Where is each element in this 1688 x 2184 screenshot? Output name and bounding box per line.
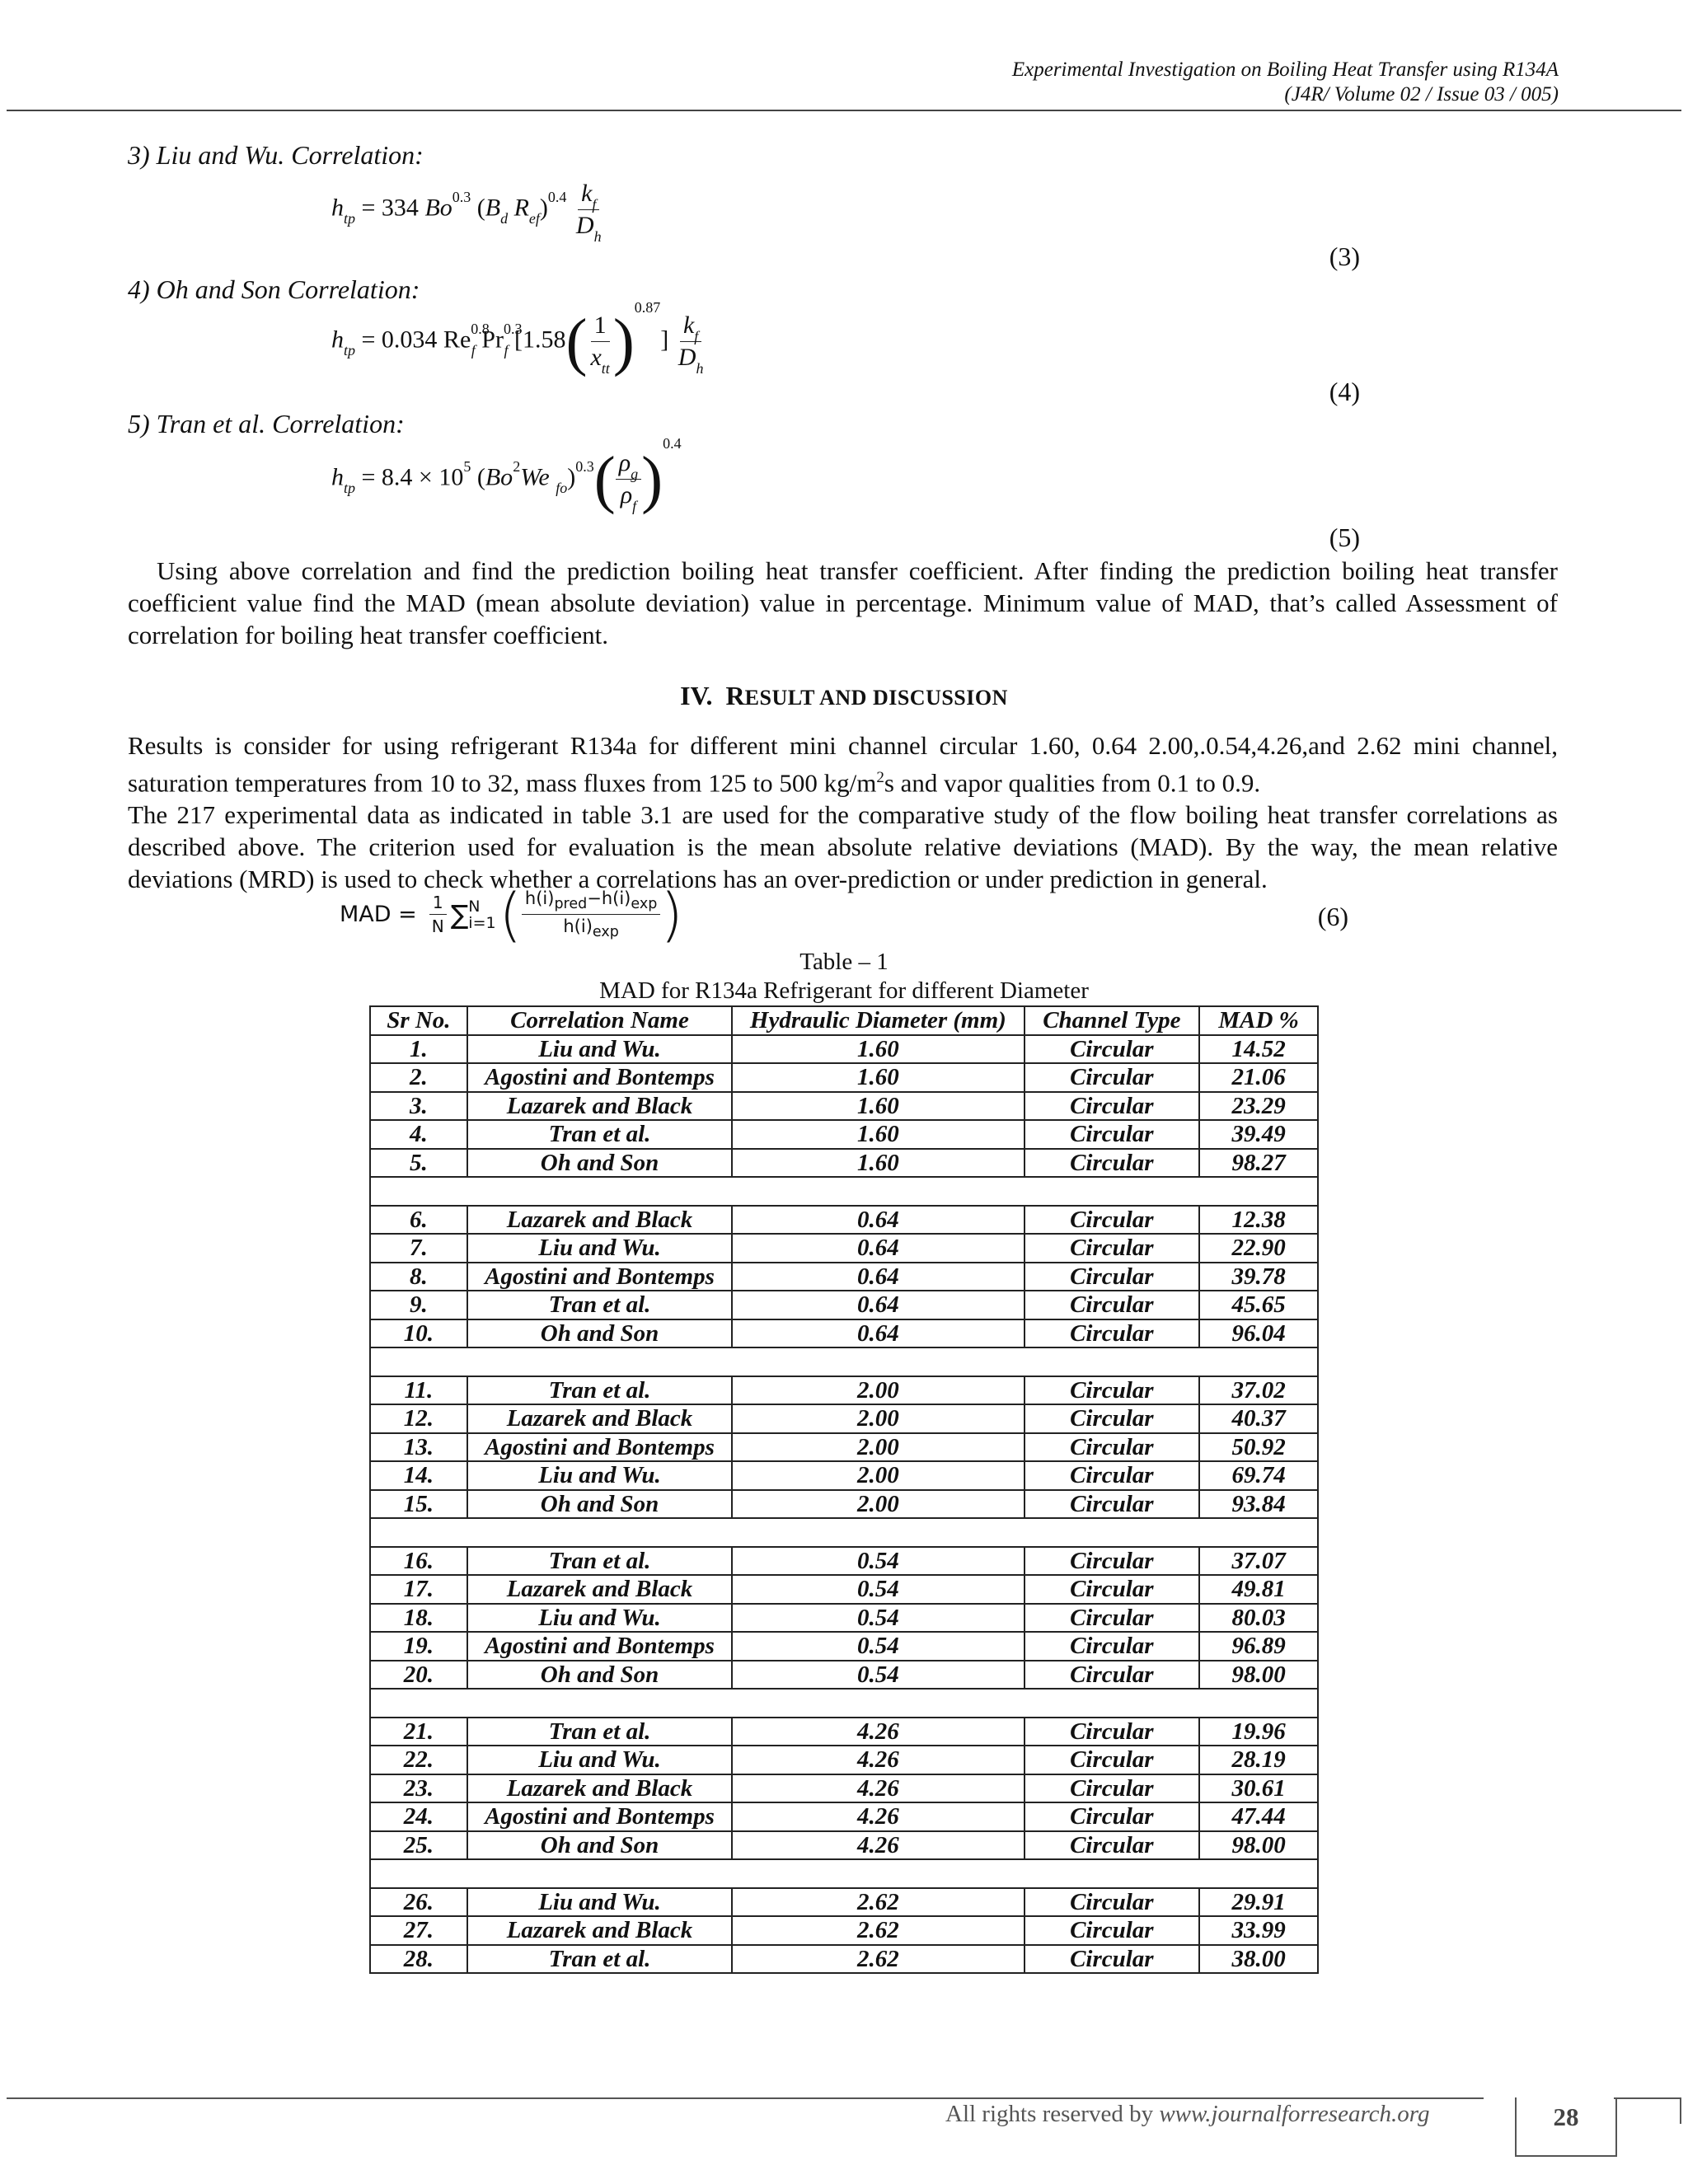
cell-sr-no: 20. xyxy=(370,1661,467,1690)
cell-sr-no: 13. xyxy=(370,1433,467,1462)
eq5-right-paren: ) xyxy=(641,443,663,515)
cell-correlation-name: Oh and Son xyxy=(467,1149,732,1178)
section-number: IV. xyxy=(680,681,713,710)
mad-table xyxy=(369,1005,1319,1974)
cell-correlation-name: Oh and Son xyxy=(467,1661,732,1690)
cell-sr-no: 22. xyxy=(370,1746,467,1774)
cell-hydraulic-diameter: 2.00 xyxy=(732,1461,1024,1490)
eq3-num-sub: f xyxy=(592,196,597,213)
cell-mad-percent: 21.06 xyxy=(1199,1063,1318,1092)
header-hydraulic-diameter: Hydraulic Diameter (mm) xyxy=(732,1006,1024,1035)
eq6-num-sub-pred: pred xyxy=(554,896,588,913)
eq6-sigma: ∑ xyxy=(450,898,469,930)
table-caption-title: MAD for R134a Refrigerant for different Diameter xyxy=(599,977,1089,1004)
table-header-row xyxy=(370,1006,1318,1035)
cell-channel-type: Circular xyxy=(1025,1319,1200,1348)
eq3-exp1: 0.3 xyxy=(452,189,471,206)
table-row xyxy=(370,1035,1318,1064)
eq3-num: k xyxy=(581,180,593,207)
eq6-one-over-n xyxy=(429,893,448,936)
equation-number-6: (6) xyxy=(1317,902,1348,931)
cell-channel-type: Circular xyxy=(1025,1547,1200,1576)
cell-correlation-name: Agostini and Bontemps xyxy=(467,1632,732,1661)
cell-mad-percent: 50.92 xyxy=(1199,1433,1318,1462)
table-row xyxy=(370,1945,1318,1974)
equation-number-4: (4) xyxy=(1329,377,1360,406)
cell-channel-type: Circular xyxy=(1025,1063,1200,1092)
eq4-pr: Pr xyxy=(481,326,504,354)
assessment-text: Using above correlation and find the prediction boiling heat transfer coefficient. After finding the prediction boiling heat transfer coefficient value find the MAD (mean absolute deviation) value in percentage. Minimum value of MAD, that’s called Assessment of correlation for boiling heat transfer coefficient. xyxy=(128,556,1558,649)
eq4-close: ] xyxy=(660,326,669,354)
footer-rule-right xyxy=(1614,2097,1681,2099)
footer-site: www.journalforresearch.org xyxy=(1159,2101,1430,2127)
equation-5 xyxy=(331,435,682,515)
eq6-minus: −h(i) xyxy=(587,888,631,908)
eq5-we-sub: fo xyxy=(556,480,568,497)
table-row xyxy=(370,1063,1318,1092)
cell-sr-no: 5. xyxy=(370,1149,467,1178)
cell-hydraulic-diameter: 4.26 xyxy=(732,1831,1024,1860)
eq5-fraction xyxy=(616,449,641,514)
eq4-one: 1 xyxy=(591,312,610,342)
cell-correlation-name: Liu and Wu. xyxy=(467,1234,732,1263)
eq3-lhs: h xyxy=(331,194,344,222)
cell-channel-type: Circular xyxy=(1025,1461,1200,1490)
cell-hydraulic-diameter: 1.60 xyxy=(732,1120,1024,1149)
cell-channel-type: Circular xyxy=(1025,1263,1200,1291)
header-correlation-name: Correlation Name xyxy=(467,1006,732,1035)
header-rule xyxy=(7,110,1681,111)
cell-hydraulic-diameter: 4.26 xyxy=(732,1746,1024,1774)
cell-mad-percent: 45.65 xyxy=(1199,1291,1318,1319)
cell-sr-no: 9. xyxy=(370,1291,467,1319)
cell-mad-percent: 39.78 xyxy=(1199,1263,1318,1291)
table-row xyxy=(370,1718,1318,1746)
running-header xyxy=(1012,58,1559,107)
footer-prefix: All rights reserved by xyxy=(945,2101,1160,2127)
cell-channel-type: Circular xyxy=(1025,1092,1200,1121)
correlation-heading-4: 4) Oh and Son Correlation: xyxy=(128,274,420,304)
cell-mad-percent: 80.03 xyxy=(1199,1604,1318,1633)
eq4-fraction-outer xyxy=(675,312,707,377)
cell-hydraulic-diameter: 4.26 xyxy=(732,1774,1024,1803)
separator-cell xyxy=(370,1859,1318,1888)
table-row xyxy=(370,1234,1318,1263)
header-mad-percent: MAD % xyxy=(1199,1006,1318,1035)
eq4-x: x xyxy=(590,344,602,371)
header-title: Experimental Investigation on Boiling Heat Transfer using R134A xyxy=(1011,59,1559,81)
cell-channel-type: Circular xyxy=(1025,1575,1200,1604)
table-row xyxy=(370,1263,1318,1291)
cell-mad-percent: 47.44 xyxy=(1199,1802,1318,1831)
table-row xyxy=(370,1802,1318,1831)
table-group-separator xyxy=(370,1859,1318,1888)
cell-hydraulic-diameter: 2.00 xyxy=(732,1404,1024,1433)
cell-sr-no: 12. xyxy=(370,1404,467,1433)
table-group-separator xyxy=(370,1177,1318,1206)
eq6-den: h(i) xyxy=(563,916,593,937)
cell-channel-type: Circular xyxy=(1025,1802,1200,1831)
table-group-separator xyxy=(370,1689,1318,1718)
eq5-eq: = 8.4 × 10 xyxy=(361,463,464,491)
cell-channel-type: Circular xyxy=(1025,1888,1200,1917)
separator-cell xyxy=(370,1347,1318,1376)
cell-mad-percent: 38.00 xyxy=(1199,1945,1318,1974)
eq6-one: 1 xyxy=(429,893,447,915)
cell-sr-no: 24. xyxy=(370,1802,467,1831)
table-row xyxy=(370,1831,1318,1860)
table-body xyxy=(370,1035,1318,1974)
cell-channel-type: Circular xyxy=(1025,1234,1200,1263)
cell-sr-no: 15. xyxy=(370,1490,467,1519)
separator-cell xyxy=(370,1177,1318,1206)
section-title-rest: ESULT AND DISCUSSION xyxy=(744,686,1008,710)
eq4-bracket: [1.58 xyxy=(513,326,566,354)
cell-mad-percent: 37.07 xyxy=(1199,1547,1318,1576)
table-row xyxy=(370,1490,1318,1519)
cell-channel-type: Circular xyxy=(1025,1376,1200,1405)
eq3-r: R xyxy=(513,194,529,222)
cell-correlation-name: Tran et al. xyxy=(467,1120,732,1149)
cell-correlation-name: Lazarek and Black xyxy=(467,1404,732,1433)
cell-channel-type: Circular xyxy=(1025,1604,1200,1633)
eq4-lhs: h xyxy=(331,326,344,354)
eq4-re-sup: 0.8 xyxy=(471,321,490,338)
cell-mad-percent: 29.91 xyxy=(1199,1888,1318,1917)
cell-sr-no: 10. xyxy=(370,1319,467,1348)
cell-hydraulic-diameter: 0.54 xyxy=(732,1575,1024,1604)
cell-sr-no: 17. xyxy=(370,1575,467,1604)
table-row xyxy=(370,1661,1318,1690)
table-row xyxy=(370,1404,1318,1433)
section-title-initial: R xyxy=(725,681,745,710)
table-row xyxy=(370,1604,1318,1633)
cell-mad-percent: 96.04 xyxy=(1199,1319,1318,1348)
equation-number-5: (5) xyxy=(1329,523,1360,552)
cell-sr-no: 14. xyxy=(370,1461,467,1490)
table-row xyxy=(370,1461,1318,1490)
cell-mad-percent: 39.49 xyxy=(1199,1120,1318,1149)
eq5-open: ( xyxy=(471,463,485,491)
eq3-den: D xyxy=(575,212,594,239)
eq3-close: ) xyxy=(539,194,548,222)
eq5-ten-sup: 5 xyxy=(463,458,471,476)
cell-sr-no: 2. xyxy=(370,1063,467,1092)
eq3-fraction xyxy=(573,180,605,245)
cell-correlation-name: Liu and Wu. xyxy=(467,1461,732,1490)
cell-hydraulic-diameter: 2.00 xyxy=(732,1376,1024,1405)
cell-sr-no: 25. xyxy=(370,1831,467,1860)
eq6-fraction xyxy=(522,888,660,940)
eq5-exp2: 0.4 xyxy=(663,435,682,452)
cell-sr-no: 23. xyxy=(370,1774,467,1803)
table-row xyxy=(370,1092,1318,1121)
cell-hydraulic-diameter: 0.54 xyxy=(732,1661,1024,1690)
eq4-x-sub: tt xyxy=(601,360,610,377)
separator-cell xyxy=(370,1689,1318,1718)
eq6-n: N xyxy=(431,916,444,937)
table-row xyxy=(370,1319,1318,1348)
cell-mad-percent: 98.27 xyxy=(1199,1149,1318,1178)
cell-channel-type: Circular xyxy=(1025,1404,1200,1433)
eq3-eq: = 334 xyxy=(361,194,425,222)
cell-hydraulic-diameter: 2.62 xyxy=(732,1888,1024,1917)
cell-hydraulic-diameter: 1.60 xyxy=(732,1092,1024,1121)
cell-channel-type: Circular xyxy=(1025,1632,1200,1661)
cell-hydraulic-diameter: 4.26 xyxy=(732,1802,1024,1831)
cell-sr-no: 7. xyxy=(370,1234,467,1263)
table-caption-number: Table – 1 xyxy=(799,949,889,975)
cell-correlation-name: Agostini and Bontemps xyxy=(467,1802,732,1831)
eq6-sigma-bottom: i=1 xyxy=(468,913,496,932)
cell-correlation-name: Liu and Wu. xyxy=(467,1888,732,1917)
cell-sr-no: 18. xyxy=(370,1604,467,1633)
cell-hydraulic-diameter: 4.26 xyxy=(732,1718,1024,1746)
table-row xyxy=(370,1291,1318,1319)
table-row xyxy=(370,1120,1318,1149)
correlation-heading-5: 5) Tran et al. Correlation: xyxy=(128,409,405,438)
eq6-right-paren: ) xyxy=(660,880,683,949)
eq5-den-sub: f xyxy=(632,498,637,514)
eq3-bo: Bo xyxy=(424,194,452,222)
cell-channel-type: Circular xyxy=(1025,1718,1200,1746)
cell-channel-type: Circular xyxy=(1025,1206,1200,1235)
eq5-exp1: 0.3 xyxy=(575,458,594,476)
eq3-den-sub: h xyxy=(593,228,602,245)
eq4-right-paren: ) xyxy=(612,305,635,377)
cell-mad-percent: 23.29 xyxy=(1199,1092,1318,1121)
cell-hydraulic-diameter: 2.62 xyxy=(732,1916,1024,1945)
equation-3 xyxy=(331,180,605,245)
cell-hydraulic-diameter: 0.64 xyxy=(732,1234,1024,1263)
eq4-den-sub: h xyxy=(696,360,704,377)
cell-correlation-name: Tran et al. xyxy=(467,1376,732,1405)
cell-mad-percent: 98.00 xyxy=(1199,1831,1318,1860)
cell-mad-percent: 30.61 xyxy=(1199,1774,1318,1803)
table-row xyxy=(370,1632,1318,1661)
cell-correlation-name: Liu and Wu. xyxy=(467,1746,732,1774)
eq5-num: ρ xyxy=(618,449,631,476)
eq6-num-sub-exp: exp xyxy=(631,896,658,913)
cell-hydraulic-diameter: 2.62 xyxy=(732,1945,1024,1974)
eq3-b-sub: d xyxy=(500,210,509,227)
eq5-lhs-sub: tp xyxy=(344,480,356,497)
cell-channel-type: Circular xyxy=(1025,1746,1200,1774)
cell-correlation-name: Tran et al. xyxy=(467,1945,732,1974)
cell-correlation-name: Lazarek and Black xyxy=(467,1206,732,1235)
cell-sr-no: 21. xyxy=(370,1718,467,1746)
eq4-re-sub: f xyxy=(471,342,476,359)
eq4-num-sub: f xyxy=(694,328,699,344)
cell-sr-no: 26. xyxy=(370,1888,467,1917)
cell-hydraulic-diameter: 0.54 xyxy=(732,1547,1024,1576)
eq4-num: k xyxy=(682,312,695,339)
cell-channel-type: Circular xyxy=(1025,1120,1200,1149)
cell-channel-type: Circular xyxy=(1025,1661,1200,1690)
cell-sr-no: 19. xyxy=(370,1632,467,1661)
page-number: 28 xyxy=(1553,2102,1579,2131)
header-subtitle: (J4R/ Volume 02 / Issue 03 / 005) xyxy=(1284,83,1559,105)
cell-mad-percent: 37.02 xyxy=(1199,1376,1318,1405)
header-sr-no: Sr No. xyxy=(370,1006,467,1035)
cell-correlation-name: Agostini and Bontemps xyxy=(467,1063,732,1092)
eq6-lhs: MAD = xyxy=(340,902,417,928)
cell-correlation-name: Agostini and Bontemps xyxy=(467,1433,732,1462)
equation-number-3: (3) xyxy=(1329,241,1360,271)
cell-correlation-name: Lazarek and Black xyxy=(467,1575,732,1604)
cell-sr-no: 27. xyxy=(370,1916,467,1945)
cell-mad-percent: 69.74 xyxy=(1199,1461,1318,1490)
cell-sr-no: 3. xyxy=(370,1092,467,1121)
cell-channel-type: Circular xyxy=(1025,1774,1200,1803)
cell-channel-type: Circular xyxy=(1025,1433,1200,1462)
equation-4 xyxy=(331,299,706,377)
footer-rule-tick xyxy=(1680,2097,1681,2124)
cell-channel-type: Circular xyxy=(1025,1916,1200,1945)
table-row xyxy=(370,1575,1318,1604)
eq3-open: ( xyxy=(476,194,485,222)
cell-channel-type: Circular xyxy=(1025,1831,1200,1860)
cell-correlation-name: Liu and Wu. xyxy=(467,1035,732,1064)
eq4-exp: 0.87 xyxy=(634,299,661,316)
eq4-fraction-inner xyxy=(587,312,612,377)
cell-mad-percent: 49.81 xyxy=(1199,1575,1318,1604)
eq6-sigma-limits xyxy=(468,898,495,931)
table-row xyxy=(370,1746,1318,1774)
footer-rule xyxy=(7,2097,1484,2099)
cell-correlation-name: Tran et al. xyxy=(467,1718,732,1746)
eq4-lhs-sub: tp xyxy=(344,342,356,359)
results-text-2: s and vapor qualities from 0.1 to 0.9. xyxy=(884,768,1261,798)
cell-mad-percent: 40.37 xyxy=(1199,1404,1318,1433)
cell-hydraulic-diameter: 0.54 xyxy=(732,1604,1024,1633)
eq4-eq: = 0.034 Re xyxy=(361,326,471,354)
separator-cell xyxy=(370,1518,1318,1547)
table-row xyxy=(370,1376,1318,1405)
cell-correlation-name: Liu and Wu. xyxy=(467,1604,732,1633)
cell-correlation-name: Lazarek and Black xyxy=(467,1092,732,1121)
cell-correlation-name: Lazarek and Black xyxy=(467,1916,732,1945)
table-row xyxy=(370,1433,1318,1462)
eq6-left-paren: ( xyxy=(499,880,522,949)
table-row xyxy=(370,1206,1318,1235)
table-group-separator xyxy=(370,1347,1318,1376)
assessment-paragraph xyxy=(128,555,1558,651)
cell-correlation-name: Tran et al. xyxy=(467,1547,732,1576)
results-superscript: 2 xyxy=(876,769,884,786)
eq5-lhs: h xyxy=(331,463,344,491)
eq3-r-sub: ef xyxy=(528,210,540,227)
section-heading-result xyxy=(0,681,1688,711)
footer-copyright xyxy=(945,2101,1430,2128)
cell-sr-no: 28. xyxy=(370,1945,467,1974)
eq5-close: ) xyxy=(567,463,576,491)
eq5-num-sub: g xyxy=(631,466,639,482)
table-row xyxy=(370,1916,1318,1945)
cell-correlation-name: Oh and Son xyxy=(467,1490,732,1519)
cell-sr-no: 8. xyxy=(370,1263,467,1291)
cell-channel-type: Circular xyxy=(1025,1945,1200,1974)
cell-sr-no: 11. xyxy=(370,1376,467,1405)
cell-mad-percent: 28.19 xyxy=(1199,1746,1318,1774)
cell-mad-percent: 19.96 xyxy=(1199,1718,1318,1746)
cell-mad-percent: 96.89 xyxy=(1199,1632,1318,1661)
cell-mad-percent: 33.99 xyxy=(1199,1916,1318,1945)
eq3-exp2: 0.4 xyxy=(547,189,567,206)
cell-correlation-name: Lazarek and Black xyxy=(467,1774,732,1803)
eq3-lhs-sub: tp xyxy=(344,210,356,227)
table-row xyxy=(370,1149,1318,1178)
cell-mad-percent: 22.90 xyxy=(1199,1234,1318,1263)
cell-sr-no: 1. xyxy=(370,1035,467,1064)
eq4-pr-sub: f xyxy=(504,342,509,359)
cell-sr-no: 16. xyxy=(370,1547,467,1576)
correlation-heading-3: 3) Liu and Wu. Correlation: xyxy=(128,140,424,170)
equation-6 xyxy=(340,880,683,949)
cell-hydraulic-diameter: 0.64 xyxy=(732,1319,1024,1348)
cell-hydraulic-diameter: 1.60 xyxy=(732,1035,1024,1064)
eq5-left-paren: ( xyxy=(593,443,616,515)
cell-channel-type: Circular xyxy=(1025,1149,1200,1178)
table-group-separator xyxy=(370,1518,1318,1547)
table-row xyxy=(370,1547,1318,1576)
eq6-den-sub: exp xyxy=(592,924,619,941)
eq5-bo-sup: 2 xyxy=(513,458,521,476)
cell-mad-percent: 98.00 xyxy=(1199,1661,1318,1690)
header-channel-type: Channel Type xyxy=(1025,1006,1200,1035)
eq5-we: We xyxy=(520,463,550,491)
results-text-3: The 217 experimental data as indicated in table 3.1 are used for the comparative study of the flow boiling heat transfer correlations as described above. The criterion used for evaluation is the mean absolute relative deviations (MAD). By the way, the mean relative deviations (MRD) is used to check whether a correlations has an over-prediction or under prediction in general. xyxy=(128,800,1558,894)
cell-correlation-name: Oh and Son xyxy=(467,1319,732,1348)
eq4-den: D xyxy=(678,344,696,371)
cell-mad-percent: 93.84 xyxy=(1199,1490,1318,1519)
cell-mad-percent: 12.38 xyxy=(1199,1206,1318,1235)
eq4-left-paren: ( xyxy=(565,305,588,377)
eq6-num: h(i) xyxy=(524,888,555,908)
table-row xyxy=(370,1774,1318,1803)
cell-correlation-name: Oh and Son xyxy=(467,1831,732,1860)
results-paragraph xyxy=(128,729,1558,895)
cell-hydraulic-diameter: 2.00 xyxy=(732,1433,1024,1462)
cell-sr-no: 6. xyxy=(370,1206,467,1235)
cell-hydraulic-diameter: 0.64 xyxy=(732,1206,1024,1235)
cell-mad-percent: 14.52 xyxy=(1199,1035,1318,1064)
cell-hydraulic-diameter: 1.60 xyxy=(732,1149,1024,1178)
cell-correlation-name: Agostini and Bontemps xyxy=(467,1263,732,1291)
results-text-1: Results is consider for using refrigerant R134a for different mini channel circular 1.60, 0.64 2.00,.0.54,4.26,and 2.62 mini channel, saturation temperatures from 10 to 32, mass fluxes from 125 to 500 kg/m xyxy=(128,731,1558,798)
cell-channel-type: Circular xyxy=(1025,1490,1200,1519)
eq6-sigma-top: N xyxy=(468,897,481,916)
cell-correlation-name: Tran et al. xyxy=(467,1291,732,1319)
cell-hydraulic-diameter: 1.60 xyxy=(732,1063,1024,1092)
eq4-pr-sup: 0.3 xyxy=(503,321,523,338)
cell-sr-no: 4. xyxy=(370,1120,467,1149)
cell-hydraulic-diameter: 0.64 xyxy=(732,1291,1024,1319)
cell-hydraulic-diameter: 0.54 xyxy=(732,1632,1024,1661)
eq3-b: B xyxy=(485,194,501,222)
eq5-bo: Bo xyxy=(485,463,513,491)
table-row xyxy=(370,1888,1318,1917)
eq5-den: ρ xyxy=(620,481,633,509)
cell-channel-type: Circular xyxy=(1025,1035,1200,1064)
cell-hydraulic-diameter: 0.64 xyxy=(732,1263,1024,1291)
cell-hydraulic-diameter: 2.00 xyxy=(732,1490,1024,1519)
cell-channel-type: Circular xyxy=(1025,1291,1200,1319)
